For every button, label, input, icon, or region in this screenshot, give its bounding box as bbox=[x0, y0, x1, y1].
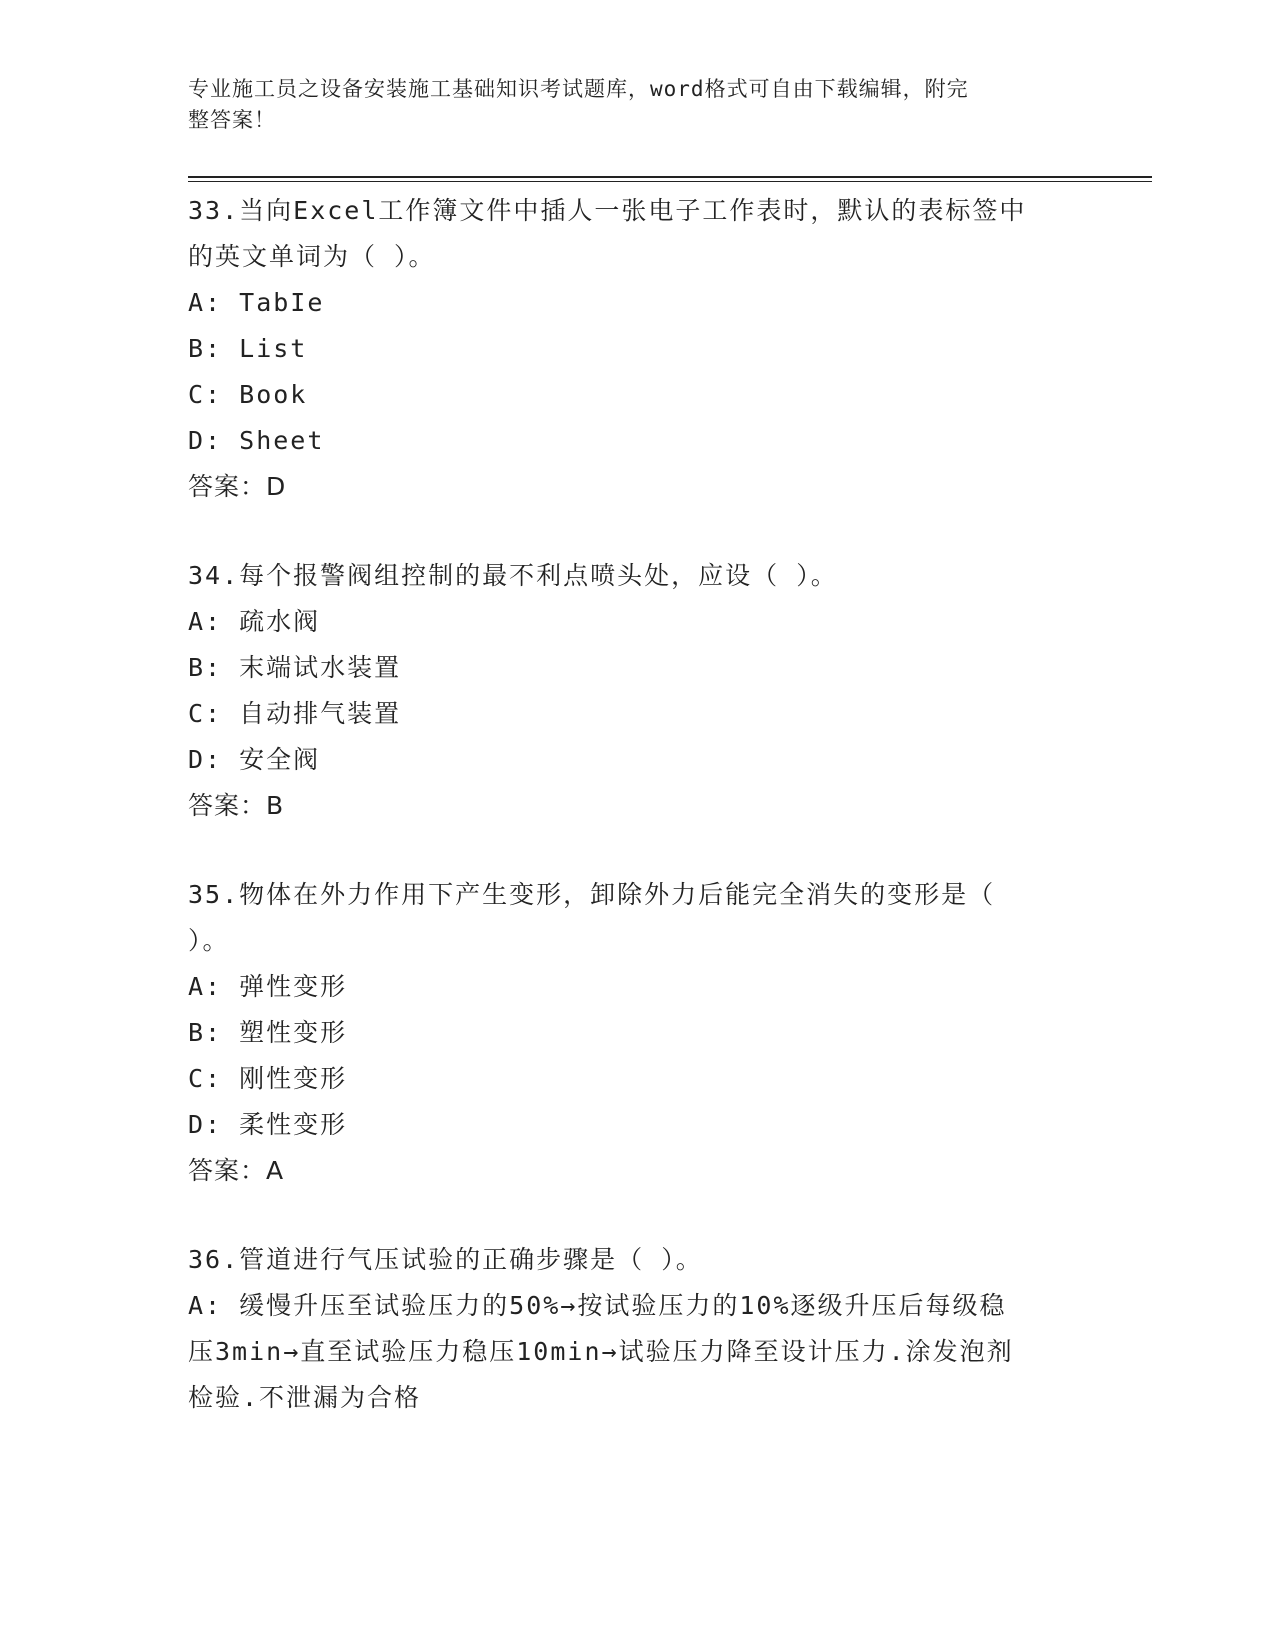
question-33 bbox=[188, 188, 1088, 509]
question-34 bbox=[188, 553, 1088, 828]
question-text: 的英文单词为（ ）。 bbox=[188, 242, 436, 271]
question-text: ）。 bbox=[188, 926, 230, 955]
option-a: A: TabIe bbox=[188, 288, 325, 317]
question-text: 35.物体在外力作用下产生变形，卸除外力后能完全消失的变形是（ bbox=[188, 880, 996, 909]
option-d: D: Sheet bbox=[188, 426, 325, 455]
question-text: 33.当向Excel工作簿文件中插人一张电子工作表时，默认的表标签中 bbox=[188, 196, 1027, 225]
document-header bbox=[188, 74, 1068, 136]
option-c: C: 刚性变形 bbox=[188, 1064, 348, 1093]
option-d: D: 安全阀 bbox=[188, 745, 321, 774]
question-list bbox=[188, 188, 1088, 1465]
option-b: B: List bbox=[188, 334, 308, 363]
question-36 bbox=[188, 1237, 1088, 1421]
option-b: B: 塑性变形 bbox=[188, 1018, 348, 1047]
option-c: C: 自动排气装置 bbox=[188, 699, 402, 728]
answer: 答案：B bbox=[188, 791, 285, 820]
option-a: A: 弹性变形 bbox=[188, 972, 348, 1001]
option-d: D: 柔性变形 bbox=[188, 1110, 348, 1139]
option-a: A: 疏水阀 bbox=[188, 607, 321, 636]
answer: 答案：D bbox=[188, 472, 287, 501]
question-35 bbox=[188, 872, 1088, 1193]
answer: 答案：A bbox=[188, 1156, 285, 1185]
option-a-continued: 检验.不泄漏为合格 bbox=[188, 1383, 422, 1412]
header-divider bbox=[188, 181, 1152, 182]
question-text: 36.管道进行气压试验的正确步骤是（ ）。 bbox=[188, 1245, 703, 1274]
option-a-continued: 压3min→直至试验压力稳压10min→试验压力降至设计压力.涂发泡剂 bbox=[188, 1337, 1014, 1366]
question-text: 34.每个报警阀组控制的最不利点喷头处，应设（ ）。 bbox=[188, 561, 838, 590]
header-divider bbox=[188, 176, 1152, 178]
header-line: 专业施工员之设备安装施工基础知识考试题库，word格式可自由下载编辑，附完 bbox=[188, 77, 969, 101]
option-a: A: 缓慢升压至试验压力的50%→按试验压力的10%逐级升压后每级稳 bbox=[188, 1291, 1007, 1320]
option-c: C: Book bbox=[188, 380, 308, 409]
header-line: 整答案！ bbox=[188, 108, 276, 132]
option-b: B: 末端试水装置 bbox=[188, 653, 402, 682]
